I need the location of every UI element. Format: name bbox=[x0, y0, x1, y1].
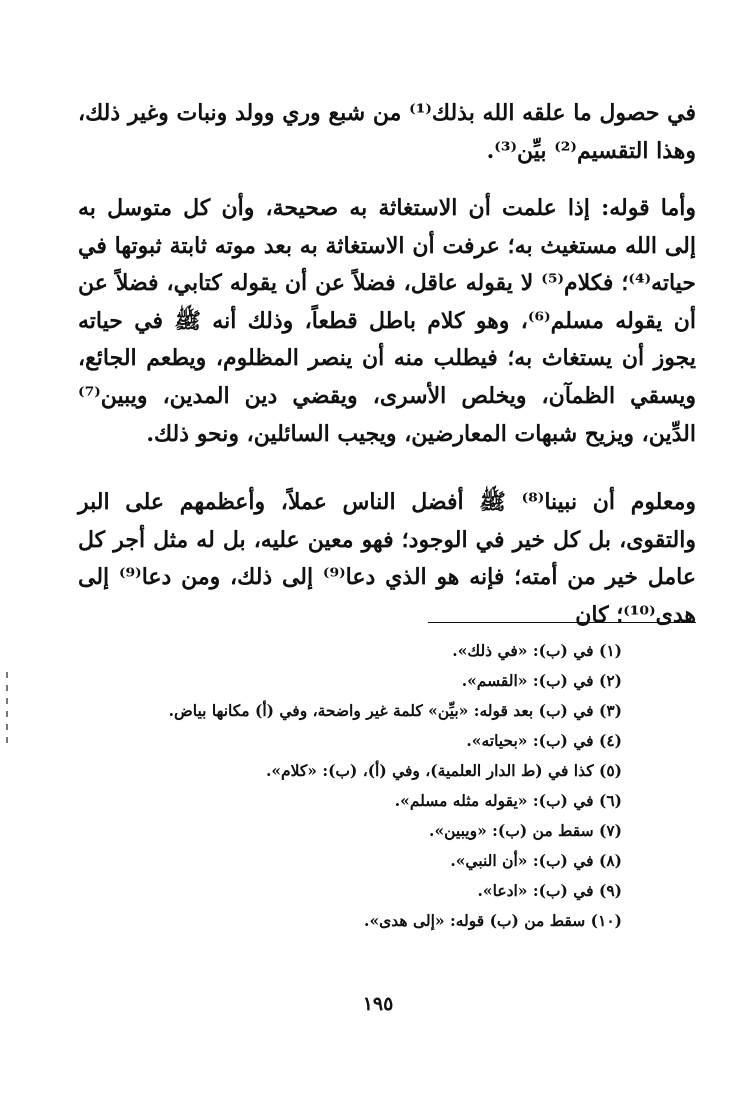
footnote-separator bbox=[428, 622, 696, 623]
page-number: ١٩٥ bbox=[362, 993, 394, 1015]
footnote-9: (٩) في (ب): «ادعا». bbox=[477, 881, 622, 900]
paragraph-text: في حصول ما علقه الله بذلك⁽¹⁾ من شبع وري وولد ونبات وغير ذلك، وهذا التقسيم⁽²⁾ بيِّن⁽³⁾. bbox=[78, 100, 697, 164]
footnote-8: (٨) في (ب): «أن النبي». bbox=[450, 851, 622, 870]
footnote-2: (٢) في (ب): «القسم». bbox=[461, 671, 622, 690]
footnote-4: (٤) في (ب): «بحياته». bbox=[466, 731, 622, 750]
paragraph-text: وأما قوله: إذا علمت أن الاستغاثة به صحيحة، وأن كل متوسل به إلى الله مستغيث به؛ عرفت أن الاستغاثة به بعد موته ثابتة ثبوتها في حياته⁽⁴⁾؛ فكلام⁽⁵⁾ لا يقوله عاقل، فضلاً عن أن يقوله كتابي، فضلاً عن أن يقوله مسلم⁽⁶⁾، وهو كلام باطل قطعاً، وذلك أنه ﷺ في حياته يجوز أن يستغاث به؛ فيطلب منه أن ينصر المظلوم، ويطعم الجائع، ويسقي الظمآن، ويخلص الأسرى، ويقضي دين المدين، ويبين⁽⁷⁾ الدِّين، ويزيح شبهات المعارضين، ويجيب السائلين، ونحو ذلك. bbox=[78, 195, 696, 447]
main-text-paragraph-3 bbox=[78, 484, 696, 634]
footnote-10: (١٠) سقط من (ب) قوله: «إلى هدى». bbox=[364, 911, 622, 930]
footnotes-section bbox=[150, 636, 622, 936]
footnote-3: (٣) في (ب) بعد قوله: «بيِّن» كلمة غير واضحة، وفي (أ) مكانها بياض. bbox=[168, 701, 622, 720]
main-text-paragraph-1 bbox=[78, 95, 696, 170]
footnote-5: (٥) كذا في (ط الدار العلمية)، وفي (أ)، (ب): «كلام». bbox=[265, 761, 622, 780]
scan-margin-marks bbox=[6, 672, 10, 752]
footnote-6: (٦) في (ب): «يقوله مثله مسلم». bbox=[394, 791, 622, 810]
paragraph-text: ومعلوم أن نبينا⁽⁸⁾ ﷺ أفضل الناس عملاً، وأعظمهم على البر والتقوى، بل كل خير في الوجود؛ فهو معين عليه، بل له مثل أجر كل عامل خير من أمته؛ فإنه هو الذي دعا⁽⁹⁾ إلى ذلك، ومن دعا⁽⁹⁾ إلى هدى⁽¹⁰⁾؛ كان bbox=[78, 489, 696, 628]
footnote-7: (٧) سقط من (ب): «ويبين». bbox=[429, 821, 622, 840]
main-text-paragraph-2 bbox=[78, 190, 696, 453]
footnote-1: (١) في (ب): «في ذلك». bbox=[452, 641, 622, 660]
